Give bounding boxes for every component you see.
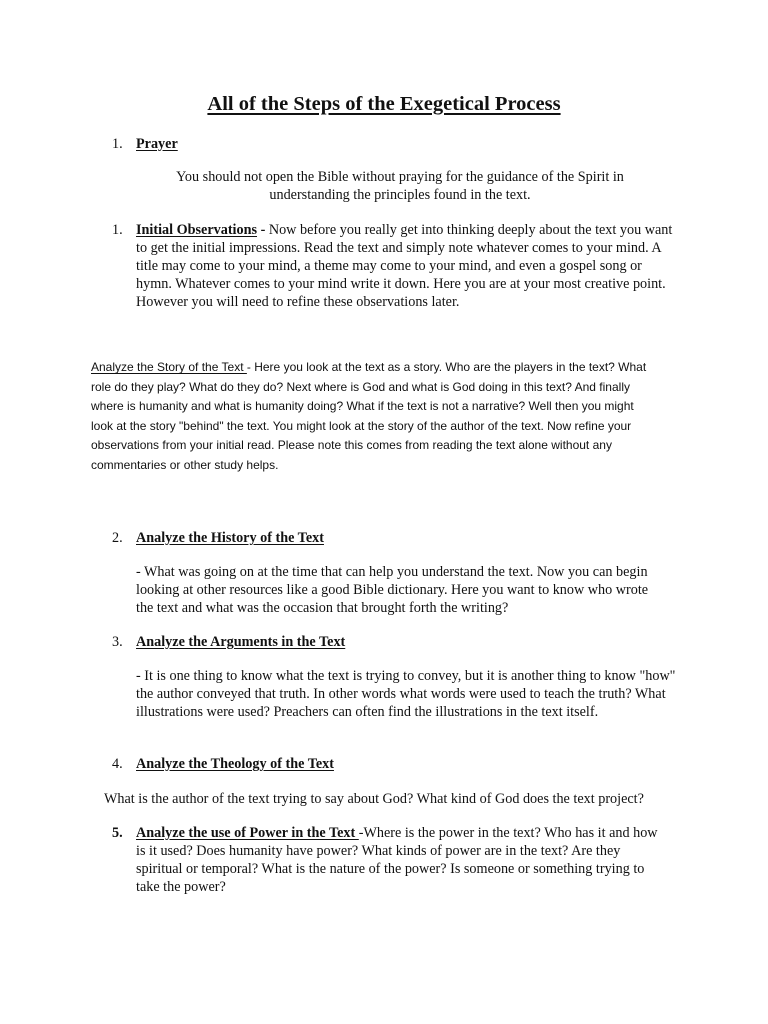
history-text: - What was going on at the time that can help you understand the text. Now you can begin looking at other resources like a good Bible dictionary. Here you want to know who wrote the text and what was the occasion that brought forth the writing? <box>136 564 649 616</box>
document-title: All of the Steps of the Exegetical Process <box>207 93 561 115</box>
story-heading: Analyze the Story of the Text <box>91 360 247 374</box>
history-heading: Analyze the History of the Text <box>136 530 324 546</box>
power-number: 5. <box>112 825 123 841</box>
arguments-text: - It is one thing to know what the text is trying to convey, but it is another thing to know "how" the author conveyed that truth. In other words what words were used to teach the truth? What illustrations were used? Preachers can often find the illustrations in the text itself. <box>136 668 676 720</box>
arguments-heading: Analyze the Arguments in the Text <box>136 634 346 650</box>
prayer-text: You should not open the Bible without praying for the guidance of the Spirit in understanding the principles found in the text. <box>176 169 624 203</box>
power-text: -Where is the power in the text? Who has it and how is it used? Does humanity have power? What kinds of power are in the text? Are they spiritual or temporal? What is the nature of the power? Is someone or something trying to take the power? <box>136 825 658 895</box>
power-heading: Analyze the use of Power in the Text <box>136 825 359 841</box>
initial-observations-text: Now before you really get into thinking deeply about the text you want to get the initial impressions. Read the text and simply note whatever comes to your mind. A title may come to your mind, a theme may come to your mind, and even a gospel song or hymn. Whatever comes to your mind write it down. Here you are at your most creative point. However you will need to refine these observations later. <box>136 222 673 310</box>
theology-heading: Analyze the Theology of the Text <box>136 756 334 772</box>
prayer-number: 1. <box>112 136 123 152</box>
prayer-heading: Prayer <box>136 136 178 152</box>
initial-observations-heading: Initial Observations <box>136 222 258 238</box>
story-paragraph <box>91 358 659 475</box>
theology-text: What is the author of the text trying to say about God? What kind of God does the text project? <box>104 791 644 807</box>
theology-number: 4. <box>112 756 123 772</box>
history-number: 2. <box>112 530 123 546</box>
power-paragraph <box>136 824 666 896</box>
initial-observations-number: 1. <box>112 222 123 238</box>
initial-observations-paragraph <box>136 221 676 311</box>
arguments-number: 3. <box>112 634 123 650</box>
story-text: Here you look at the text as a story. Who are the players in the text? What role do they play? What do they do? Next where is God and what is God doing in this text? And finally where is humanity and what is humanity doing? What if the text is not a narrative? Well then you might look at the story "behind" the text. You might look at the story of the author of the text. Now refine your observations from your initial read. Please note this comes from reading the text alone without any commentaries or other study helps. <box>91 360 647 472</box>
initial-observations-separator: - <box>257 222 269 238</box>
story-separator: - <box>246 360 255 374</box>
